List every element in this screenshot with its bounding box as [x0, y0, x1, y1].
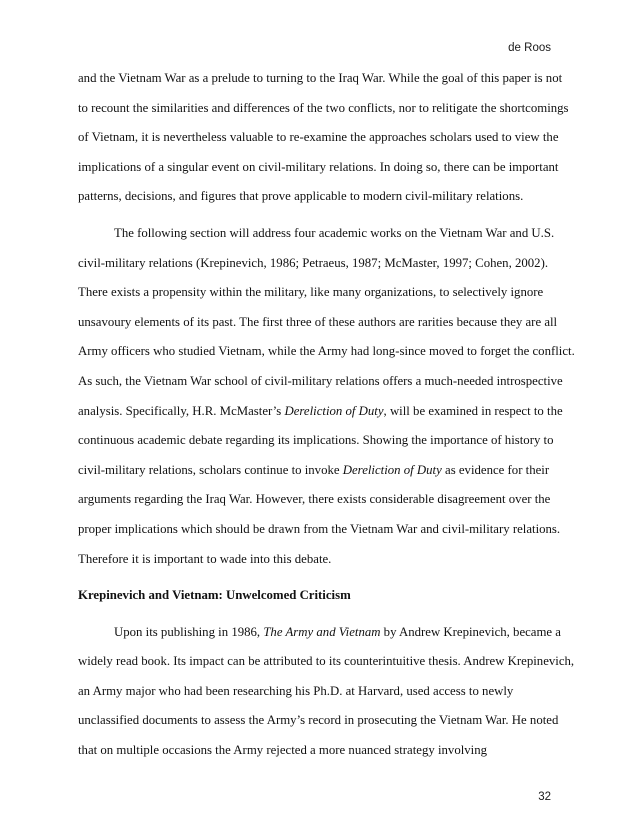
text-line: and the Vietnam War as a prelude to turning to the Iraq War. While the goal of this paper is not [78, 71, 563, 85]
text-line: Therefore it is important to wade into this debate. [78, 551, 332, 566]
text-line: arguments regarding the Iraq War. However, there exists considerable disagreement over the [78, 492, 551, 507]
paragraph [78, 618, 575, 766]
book-title: Dereliction of Duty [342, 462, 442, 477]
text-line: that on multiple occasions the Army rejected a more nuanced strategy involving [78, 743, 488, 758]
body-text [78, 64, 575, 766]
text-line: an Army major who had been researching his Ph.D. at Harvard, used access to newly [78, 683, 514, 698]
text-line: proper implications which should be drawn from the Vietnam War and civil-military relations. [78, 521, 561, 536]
text-line: civil-military relations (Krepinevich, 1986; Petraeus, 1987; McMaster, 1997; Cohen, 2002). [78, 255, 549, 270]
section-heading: Krepinevich and Vietnam: Unwelcomed Criticism [78, 588, 351, 603]
paragraph [78, 64, 569, 212]
text-line: patterns, decisions, and figures that prove applicable to modern civil-military relations. [78, 189, 524, 204]
text-line: analysis. Specifically, H.R. McMaster’s Dereliction of Duty, will be examined in respect to the [78, 403, 563, 418]
paragraph [78, 219, 575, 574]
text-line: of Vietnam, it is nevertheless valuable to re-examine the approaches scholars used to view the [78, 130, 559, 145]
text-line: unsavoury elements of its past. The first three of these authors are rarities because they are all [78, 314, 558, 329]
page-number: 32 [538, 791, 551, 803]
text-line: implications of a singular event on civil-military relations. In doing so, there can be important [78, 159, 559, 174]
text-line: to recount the similarities and differences of the two conflicts, nor to relitigate the shortcomings [78, 100, 569, 115]
text-line: continuous academic debate regarding its implications. Showing the importance of history to [78, 433, 554, 448]
text-line: Upon its publishing in 1986, The Army and Vietnam by Andrew Krepinevich, became a [114, 624, 561, 639]
text-line: Army officers who studied Vietnam, while the Army had long-since moved to forget the conflict. [78, 344, 575, 359]
book-title: Dereliction of Duty [284, 403, 384, 418]
text-line: unclassified documents to assess the Army’s record in prosecuting the Vietnam War. He noted [78, 713, 559, 728]
book-title: The Army and Vietnam [263, 624, 381, 639]
text-line: There exists a propensity within the military, like many organizations, to selectively ignore [78, 285, 544, 300]
text-line: civil-military relations, scholars continue to invoke Dereliction of Duty as evidence for their [78, 462, 550, 477]
text-line: As such, the Vietnam War school of civil-military relations offers a much-needed introspective [78, 373, 563, 388]
text-line: widely read book. Its impact can be attributed to its counterintuitive thesis. Andrew Krepinevich, [78, 654, 575, 669]
running-header-author: de Roos [508, 42, 551, 54]
text-line: The following section will address four academic works on the Vietnam War and U.S. [114, 225, 555, 240]
